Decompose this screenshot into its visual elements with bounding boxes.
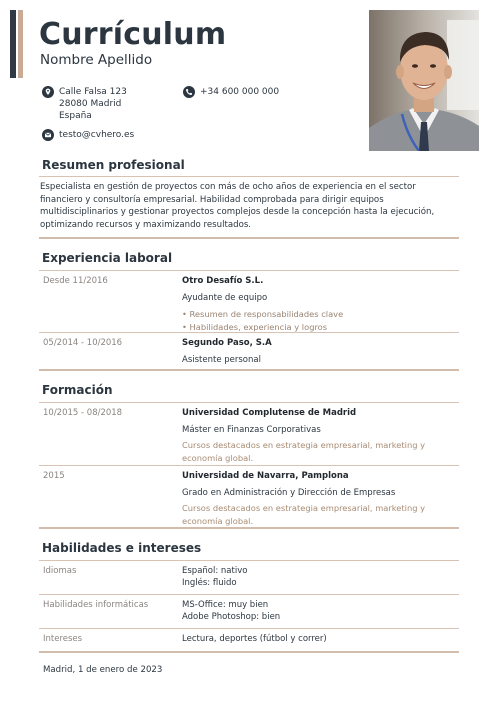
- entry-details: [182, 407, 459, 464]
- skill-line: Español: nativo: [182, 566, 248, 576]
- page-title: Currículum: [39, 17, 227, 52]
- education-section-title: Formación: [42, 383, 113, 397]
- entry-bullet: • Resumen de responsabilidades clave: [182, 309, 344, 319]
- entry-bullet: • Habilidades, experiencia y logros: [182, 321, 328, 332]
- address-line-2: 28080 Madrid: [59, 99, 122, 109]
- candidate-name: Nombre Apellido: [40, 52, 153, 68]
- entry-organization: Universidad de Navarra, Pamplona: [182, 471, 349, 481]
- entry-divider: [39, 465, 459, 466]
- experience-section-title: Experiencia laboral: [42, 251, 173, 265]
- entry-divider: [39, 594, 459, 595]
- profile-photo: [369, 10, 479, 151]
- section-divider: [39, 560, 459, 561]
- entry-divider: [39, 332, 459, 333]
- entry-position: Ayudante de equipo: [182, 293, 268, 303]
- header-accent-bar-dark: [10, 10, 16, 78]
- skills-section-title: Habilidades e intereses: [42, 541, 202, 555]
- section-divider: [39, 369, 459, 371]
- skill-line: Lectura, deportes (fútbol y correr): [182, 634, 327, 644]
- entry-organization: Universidad Complutense de Madrid: [182, 408, 357, 418]
- section-divider: [39, 237, 459, 239]
- envelope-icon: [42, 129, 54, 141]
- header-accent-bar-light: [18, 10, 23, 78]
- address-line-3: España: [59, 111, 92, 121]
- skill-line: MS-Office: muy bien: [182, 600, 269, 610]
- section-divider: [39, 527, 459, 529]
- phone-number: +34 600 000 000: [200, 87, 280, 97]
- entry-note: Cursos destacados en estrategia empresarial, marketing y economía global.: [182, 440, 426, 463]
- entry-divider: [39, 628, 459, 629]
- section-divider: [39, 402, 459, 403]
- place-and-date: Madrid, 1 de enero de 2023: [43, 665, 163, 675]
- skill-label: Idiomas: [43, 566, 77, 576]
- phone-icon: [183, 86, 195, 98]
- entry-degree: Máster en Finanzas Corporativas: [182, 425, 321, 435]
- entry-date: 2015: [43, 471, 65, 481]
- entry-date: 10/2015 - 08/2018: [43, 408, 123, 418]
- summary-section-title: Resumen profesional: [42, 158, 185, 172]
- entry-date: 05/2014 - 10/2016: [43, 338, 123, 348]
- skill-label: Intereses: [43, 634, 83, 644]
- skill-label: Habilidades informáticas: [43, 600, 149, 610]
- skill-line: Inglés: fluido: [182, 578, 237, 589]
- entry-position: Asistente personal: [182, 355, 261, 365]
- section-divider: [39, 270, 459, 271]
- entry-organization: Otro Desafío S.L.: [182, 276, 264, 286]
- entry-date: Desde 11/2016: [43, 276, 108, 286]
- entry-details: [182, 337, 459, 366]
- entry-degree: Grado en Administración y Dirección de Empresas: [182, 488, 396, 498]
- skill-details: [182, 599, 459, 624]
- entry-details: [182, 470, 459, 527]
- email-address: testo@cvhero.es: [59, 130, 135, 140]
- entry-details: [182, 275, 459, 333]
- address-line-1: Calle Falsa 123: [59, 87, 127, 97]
- skill-line: Adobe Photoshop: bien: [182, 612, 281, 623]
- section-divider: [39, 651, 459, 653]
- skill-details: [182, 565, 459, 590]
- section-divider: [39, 176, 459, 177]
- summary-text: Especialista en gestión de proyectos con más de ocho años de experiencia en el sector financiero y consultoría empresarial. Habilidad comprobada para dirigir equipos multidisciplinarios y gestionar proyectos complejos desde la concepción hasta la ejecución, optimizando recursos y maximizando resultados.: [40, 182, 435, 230]
- skill-details: [182, 633, 459, 645]
- entry-note: Cursos destacados en estrategia empresarial, marketing y economía global.: [182, 503, 426, 526]
- entry-organization: Segundo Paso, S.A: [182, 338, 272, 348]
- map-pin-icon: [42, 86, 54, 98]
- address-block: [59, 86, 127, 122]
